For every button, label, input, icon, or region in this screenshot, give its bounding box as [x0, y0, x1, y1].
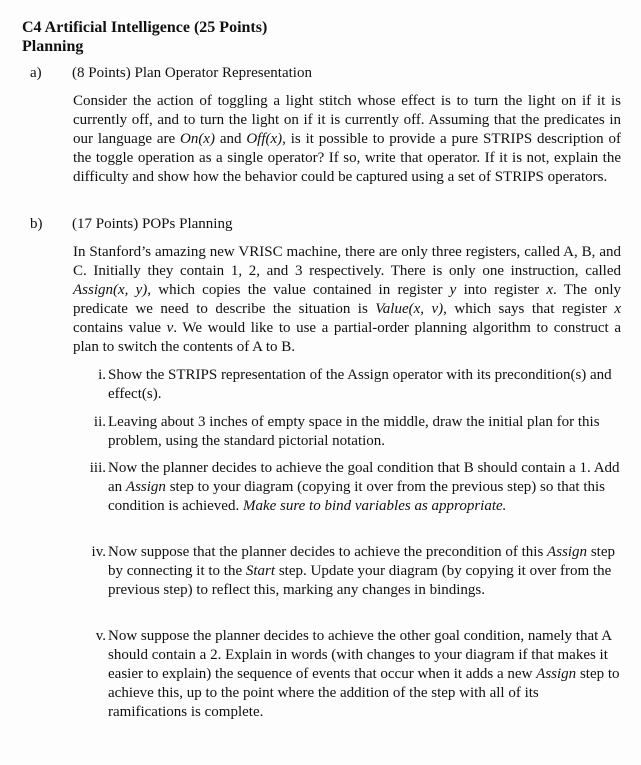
section-title: C4 Artificial Intelligence (25 Points) — [22, 19, 268, 36]
part-a-body: Consider the action of toggling a light stitch whose effect is to turn the light on if it is currently off, and to turn the light on if it is currently off. Assuming that the predicates in our language are On(x) and Off(x), is it possible to provide a pure STRIPS description of the toggle operation as a single operator? If so, write that operator. If it is not, explain the difficulty and show how the behavior could be captured using a set of STRIPS operators. — [73, 93, 621, 185]
part-a-label: a) — [30, 65, 42, 81]
part-a-title: (8 Points) Plan Operator Representation — [72, 65, 312, 81]
part-b-body: In Stanford’s amazing new VRISC machine, there are only three registers, called A, B, and C. Initially they contain 1, 2, and 3 respectively. There is only one instruction, called Assign(x, y), which copies the value contained in register y into register x. The only predicate we need to describe the situation is Value(x, v), which says that register x contains value v. We would like to use a partial-order planning algorithm to construct a plan to switch the contents of A to B. — [73, 244, 621, 355]
exam-page: C4 Artificial Intelligence (25 Points) Planning a) (8 Points) Plan Operator Representation Consider the action of toggling a light stitch whose effect is to turn the light on if it is currently off, and to turn the light on if it is currently off. Assuming that the predicates in our language are On(x) and Off(x), is it possible to provide a pure STRIPS description of the toggle operation as a single operator? If so, write that operator. If it is not, explain the difficulty and show how the behavior could be captured using a set of STRIPS operators. b) (17 Points) POPs Planning In Stanford’s amazing new VRISC machine, there are only three registers, called A, B, and C. Initially they contain 1, 2, and 3 respectively. There is only one instruction, called Assign(x, y), which copies the value contained in register y into register x. The only predicate we need to describe the situation is Value(x, v), which says that register x contains value v. We would like to use a partial-order planning algorithm to construct a plan to switch the contents of A to B. i. Show the STRIPS representation of the Assign operator with its precondition(s) and effect(s). ii. Leaving about 3 inches of empty space in the middle, draw the initial plan for this problem, using the standard pictorial notation. iii. Now the planner decides to achieve the goal condition that B should contain a 1. Add an Assign step to your diagram (copying it over from the previous step) so that this condition is achieved. Make sure to bind variables as appropriate. iv. Now suppose that the planner decides to achieve the precondition of this Assign step by connecting it to the Start step. Update your diagram (by copying it over from the previous step) to reflect this, marking any changes in bindings. v. Now suppose the planner decides to achieve the other goal condition, namely that A should contain a 2. Explain in words (with changes to your diagram if that makes it easier to explain) the sequence of events that occur when it adds a new Assign step to achieve this, up to the point where the addition of the step with all of its ramifications is complete. — [0, 0, 641, 765]
part-a-heading — [30, 64, 620, 83]
section-subtitle: Planning — [22, 38, 84, 55]
part-b-title: (17 Points) POPs Planning — [72, 216, 233, 232]
part-b-heading — [30, 215, 620, 234]
part-b-label: b) — [30, 216, 43, 232]
